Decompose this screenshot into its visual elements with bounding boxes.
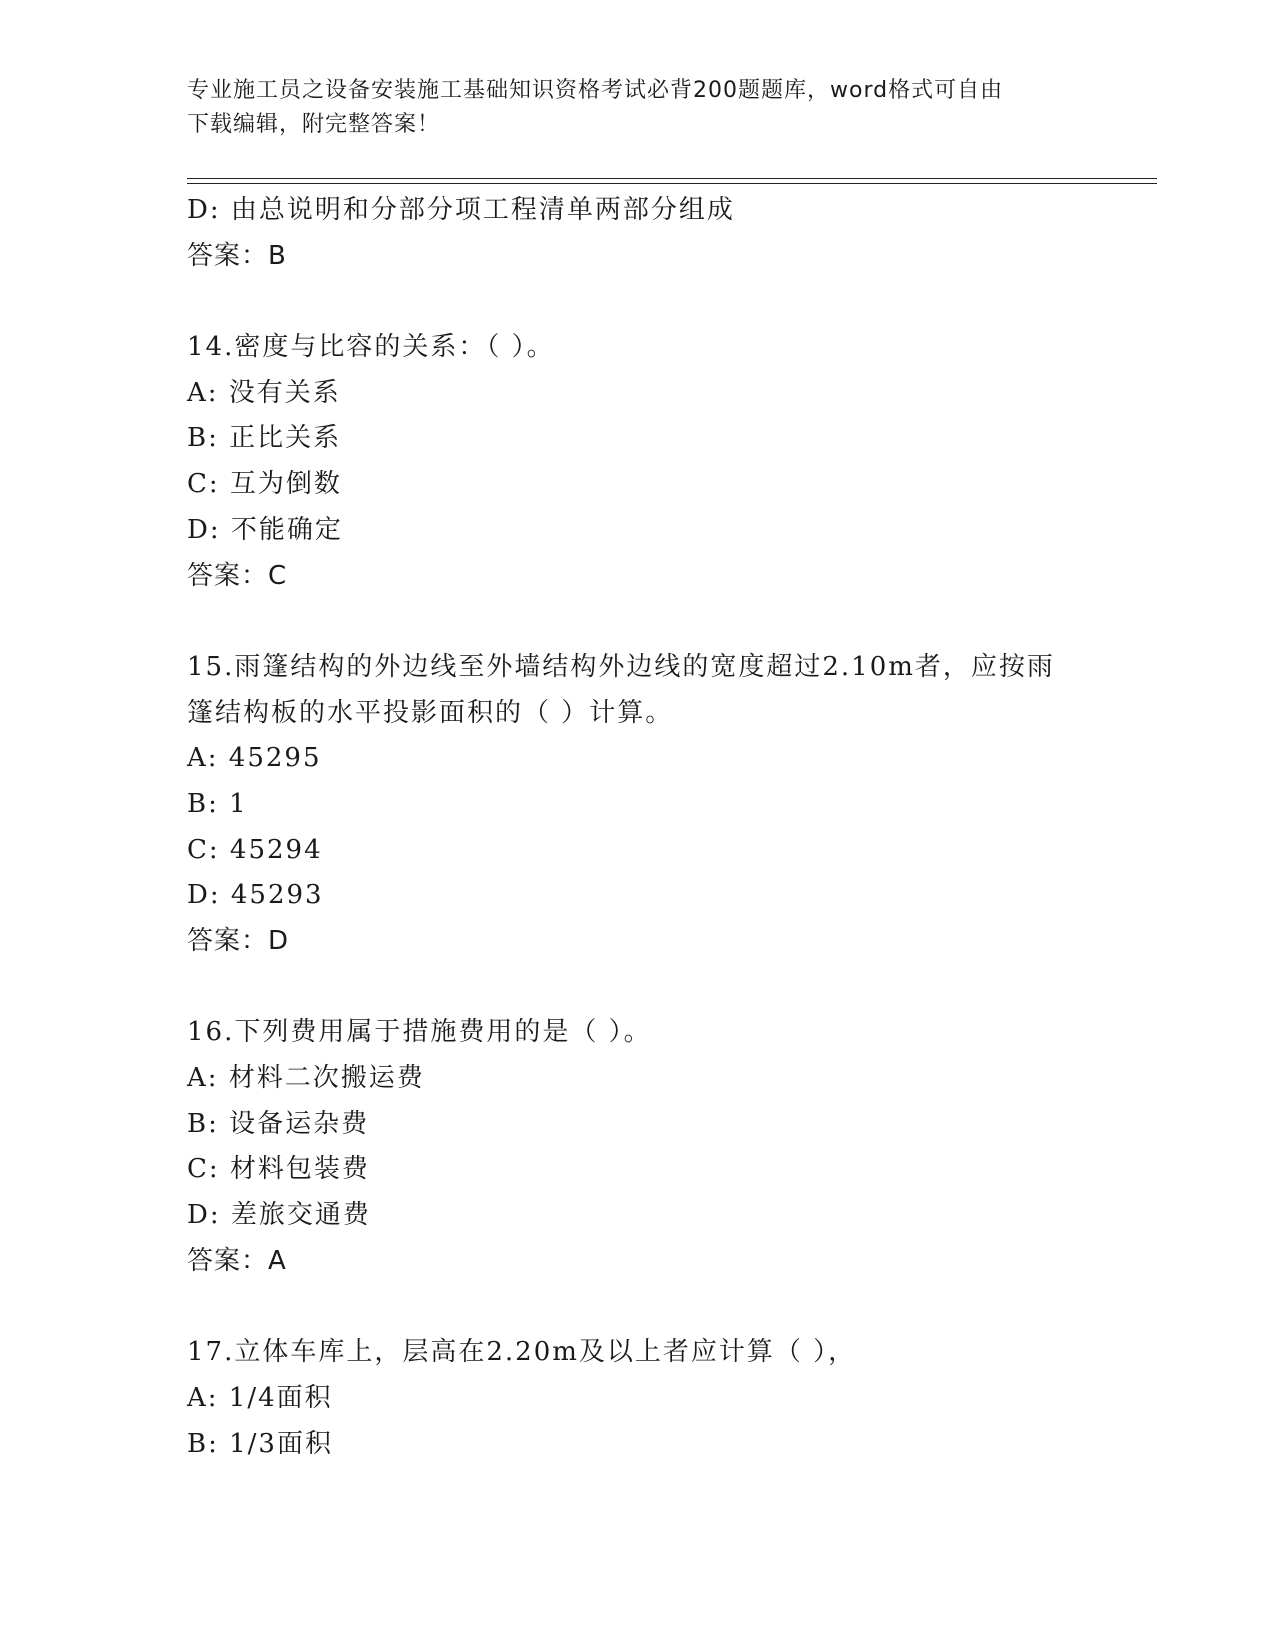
question-15 <box>187 645 1087 965</box>
question-17 <box>187 1330 1087 1467</box>
question-stem-line-1: 15.雨篷结构的外边线至外墙结构外边线的宽度超过2.10m者，应按雨 <box>187 651 1055 682</box>
question-16 <box>187 1010 1087 1284</box>
option-a: A: 1/4面积 <box>187 1382 333 1413</box>
answer: 答案：D <box>187 926 290 956</box>
question-list <box>187 188 1087 1467</box>
option-a: A: 没有关系 <box>187 377 341 408</box>
answer: 答案：C <box>187 560 288 591</box>
question-13-tail <box>187 188 1087 279</box>
spacer <box>187 279 1087 325</box>
header-title-line-1: 专业施工员之设备安装施工基础知识资格考试必背200题题库，word格式可自由 <box>187 78 1004 103</box>
option-d: D: 差旅交通费 <box>187 1200 371 1231</box>
option-b: B: 设备运杂费 <box>187 1108 370 1139</box>
question-stem: 14.密度与比容的关系：（ ）。 <box>187 332 555 363</box>
header-title-line-2: 下载编辑，附完整答案！ <box>187 112 441 137</box>
spacer <box>187 599 1087 645</box>
header-divider-bottom <box>187 183 1157 184</box>
option-a: A: 材料二次搬运费 <box>187 1063 425 1094</box>
option-d: D: 45293 <box>187 880 324 911</box>
question-14 <box>187 325 1087 599</box>
question-stem-line-2: 篷结构板的水平投影面积的（ ）计算。 <box>187 697 674 728</box>
option-a: A: 45295 <box>187 743 322 774</box>
document-header <box>187 74 1067 142</box>
header-divider-top <box>187 178 1157 179</box>
option-b: B: 1/3面积 <box>187 1428 333 1459</box>
option-b: B: 正比关系 <box>187 423 342 454</box>
question-stem: 16.下列费用属于措施费用的是（ ）。 <box>187 1017 652 1048</box>
option-c: C: 互为倒数 <box>187 469 342 500</box>
answer: 答案：B <box>187 240 287 271</box>
spacer <box>187 1285 1087 1331</box>
spacer <box>187 965 1087 1011</box>
option-b: B: 1 <box>187 788 248 819</box>
question-stem: 17.立体车库上，层高在2.20m及以上者应计算（ ）， <box>187 1337 857 1368</box>
answer: 答案：A <box>187 1245 287 1276</box>
option-d: D: 由总说明和分部分项工程清单两部分组成 <box>187 195 735 225</box>
option-c: C: 材料包装费 <box>187 1154 370 1185</box>
option-c: C: 45294 <box>187 834 323 865</box>
option-d: D: 不能确定 <box>187 514 343 545</box>
